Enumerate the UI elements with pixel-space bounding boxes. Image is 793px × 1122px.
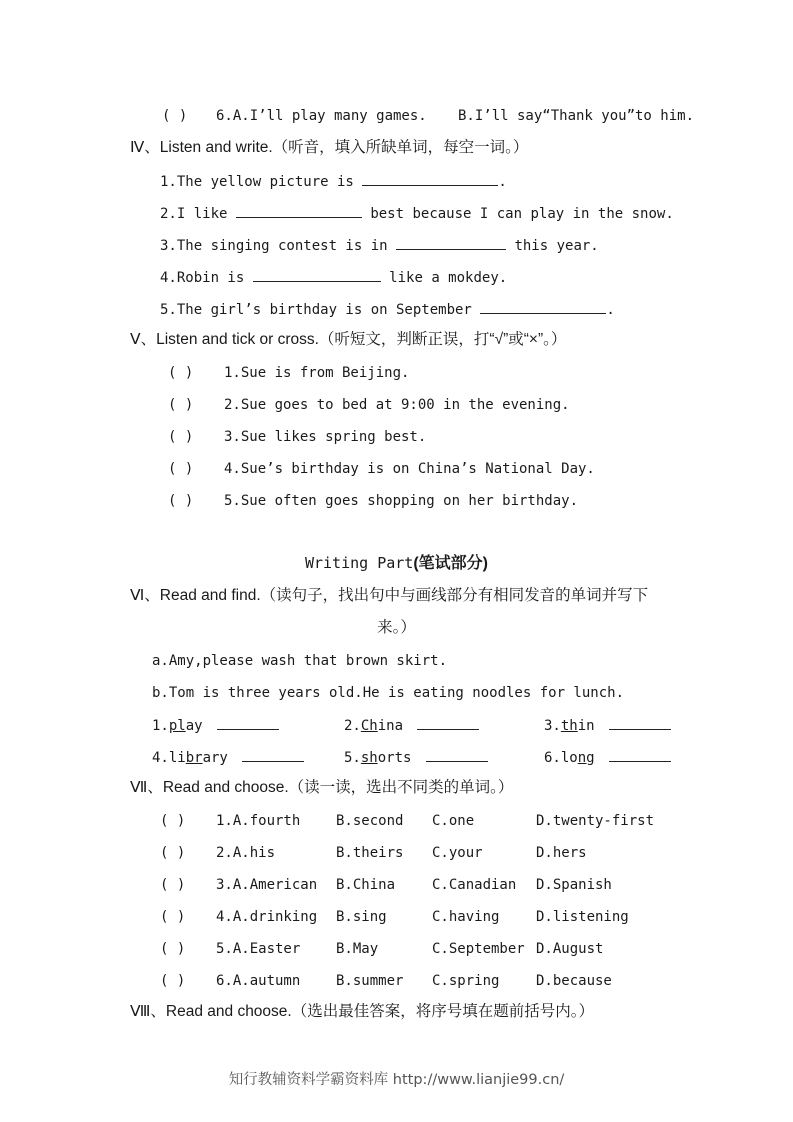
s7-r3-c: C.Canadian — [432, 877, 517, 893]
s6-word-3-underlined: th — [560, 718, 578, 734]
q4-blank[interactable] — [253, 267, 381, 282]
section6-heading-line2: 来。） — [377, 619, 416, 636]
s6-word-5 — [344, 747, 488, 768]
s6-word-1-num: 1. — [152, 718, 169, 734]
s6-word-4-underlined: br — [185, 750, 203, 766]
section6-sentence-a: a.Amy,please wash that brown skirt. — [152, 653, 448, 669]
s7-r1-a: 1.A.fourth — [216, 813, 301, 829]
q5-text: 5.The girl’s birthday is on September — [160, 302, 472, 318]
s6-word-5-num: 5. — [344, 750, 361, 766]
s6-word-2-blank[interactable] — [417, 715, 479, 730]
s6-word-6 — [544, 747, 671, 768]
q3-text: 3.The singing contest is in — [160, 238, 388, 254]
s5-item-4: 4.Sue’s birthday is on China’s National Day. — [224, 461, 595, 477]
s6-word-5-blank[interactable] — [426, 747, 488, 762]
s7-r5-a: 5.A.Easter — [216, 941, 301, 957]
section6-sentence-b: b.Tom is three years old.He is eating noodles for lunch. — [152, 685, 625, 701]
s7-r2-b: B.theirs — [336, 845, 404, 861]
s7-r4-c: C.having — [432, 909, 500, 925]
q2-end: best because I can play in the snow. — [370, 206, 674, 222]
s7-r6-c: C.spring — [432, 973, 500, 989]
s6-word-6-underlined: ng — [577, 750, 595, 766]
section6-heading-line1: Ⅵ、Read and find.（读句子，找出句中与画线部分有相同发音的单词并写下 — [130, 587, 649, 604]
s6-word-3-blank[interactable] — [609, 715, 671, 730]
s6-word-6-num: 6. — [544, 750, 561, 766]
s6-word-4-blank[interactable] — [242, 747, 304, 762]
s6-word-2-post: ina — [377, 718, 404, 734]
s6-word-2-num: 2. — [344, 718, 361, 734]
s7-r4-b: B.sing — [336, 909, 387, 925]
s6-word-6-pre: lo — [560, 750, 578, 766]
s7-r1-b: B.second — [336, 813, 404, 829]
s7-r5-d: D.August — [536, 941, 604, 957]
s7-paren-4[interactable]: ( ) — [160, 909, 186, 925]
s7-r4-a: 4.A.drinking — [216, 909, 318, 925]
s6-word-3-post: in — [577, 718, 595, 734]
s7-paren-1[interactable]: ( ) — [160, 813, 186, 829]
writing-part-zh: (笔试部分) — [413, 555, 489, 572]
section4-q5 — [160, 299, 615, 320]
section4-q2 — [160, 203, 674, 224]
s7-paren-6[interactable]: ( ) — [160, 973, 186, 989]
s5-paren-4[interactable]: ( ) — [168, 461, 194, 477]
s7-r2-d: D.hers — [536, 845, 587, 861]
writing-part-title — [0, 553, 793, 574]
s7-paren-2[interactable]: ( ) — [160, 845, 186, 861]
q3-end: this year. — [514, 238, 599, 254]
s6-word-1-post: ay — [185, 718, 203, 734]
s7-r3-b: B.China — [336, 877, 396, 893]
s6-word-1 — [152, 715, 279, 736]
writing-part-en: Writing Part — [304, 554, 414, 572]
top-item-paren: ( ) — [162, 108, 188, 124]
section4-heading: Ⅳ、Listen and write.（听音，填入所缺单词，每空一词。） — [130, 139, 529, 156]
q1-blank[interactable] — [362, 171, 498, 186]
top-item-option-a: 6.A.I’ll play many games. — [216, 108, 427, 124]
section4-q1 — [160, 171, 507, 192]
top-item-option-b: B.I’ll say“Thank you”to him. — [458, 108, 695, 124]
s6-word-4 — [152, 747, 304, 768]
s7-r5-b: B.May — [336, 941, 379, 957]
section8-heading: Ⅷ、Read and choose.（选出最佳答案，将序号填在题前括号内。） — [130, 1003, 594, 1020]
s6-word-2-underlined: Ch — [360, 718, 378, 734]
s5-item-1: 1.Sue is from Beijing. — [224, 365, 410, 381]
page-footer: 知行教辅资料学霸资料库 http://www.lianjie99.cn/ — [228, 1072, 565, 1088]
section7-heading: Ⅶ、Read and choose.（读一读，选出不同类的单词。） — [130, 779, 514, 796]
s5-item-2: 2.Sue goes to bed at 9:00 in the evening. — [224, 397, 570, 413]
s6-word-4-post: ary — [202, 750, 228, 766]
s7-r6-d: D.because — [536, 973, 612, 989]
s7-paren-3[interactable]: ( ) — [160, 877, 186, 893]
s5-item-5: 5.Sue often goes shopping on her birthday. — [224, 493, 579, 509]
q5-blank[interactable] — [480, 299, 606, 314]
q1-text: 1.The yellow picture is — [160, 174, 354, 190]
s6-word-4-pre: li — [168, 750, 186, 766]
s6-word-2 — [344, 715, 479, 736]
s6-word-6-blank[interactable] — [609, 747, 671, 762]
s6-word-3 — [544, 715, 671, 736]
s5-paren-1[interactable]: ( ) — [168, 365, 194, 381]
q4-text: 4.Robin is — [160, 270, 245, 286]
s7-r2-c: C.your — [432, 845, 483, 861]
s7-r3-a: 3.A.American — [216, 877, 318, 893]
s7-r3-d: D.Spanish — [536, 877, 612, 893]
section4-q4 — [160, 267, 507, 288]
s7-r5-c: C.September — [432, 941, 525, 957]
s5-paren-2[interactable]: ( ) — [168, 397, 194, 413]
section4-q3 — [160, 235, 599, 256]
s6-word-5-post: orts — [377, 750, 412, 766]
section5-heading: Ⅴ、Listen and tick or cross.（听短文，判断正误，打“√”或“×”。） — [130, 331, 567, 348]
s6-word-1-underlined: pl — [168, 718, 186, 734]
s6-word-4-num: 4. — [152, 750, 169, 766]
s7-r6-b: B.summer — [336, 973, 404, 989]
q1-end: . — [498, 174, 507, 190]
q2-blank[interactable] — [236, 203, 362, 218]
s5-paren-5[interactable]: ( ) — [168, 493, 194, 509]
s7-r4-d: D.listening — [536, 909, 629, 925]
s7-paren-5[interactable]: ( ) — [160, 941, 186, 957]
s7-r1-c: C.one — [432, 813, 475, 829]
q2-text: 2.I like — [160, 206, 228, 222]
s6-word-5-underlined: sh — [360, 750, 378, 766]
q4-end: like a mokdey. — [389, 270, 508, 286]
s7-r6-a: 6.A.autumn — [216, 973, 301, 989]
q5-end: . — [606, 302, 615, 318]
s6-word-1-blank[interactable] — [217, 715, 279, 730]
s5-paren-3[interactable]: ( ) — [168, 429, 194, 445]
s6-word-3-num: 3. — [544, 718, 561, 734]
q3-blank[interactable] — [396, 235, 506, 250]
s7-r1-d: D.twenty-first — [536, 813, 655, 829]
s5-item-3: 3.Sue likes spring best. — [224, 429, 427, 445]
s7-r2-a: 2.A.his — [216, 845, 276, 861]
